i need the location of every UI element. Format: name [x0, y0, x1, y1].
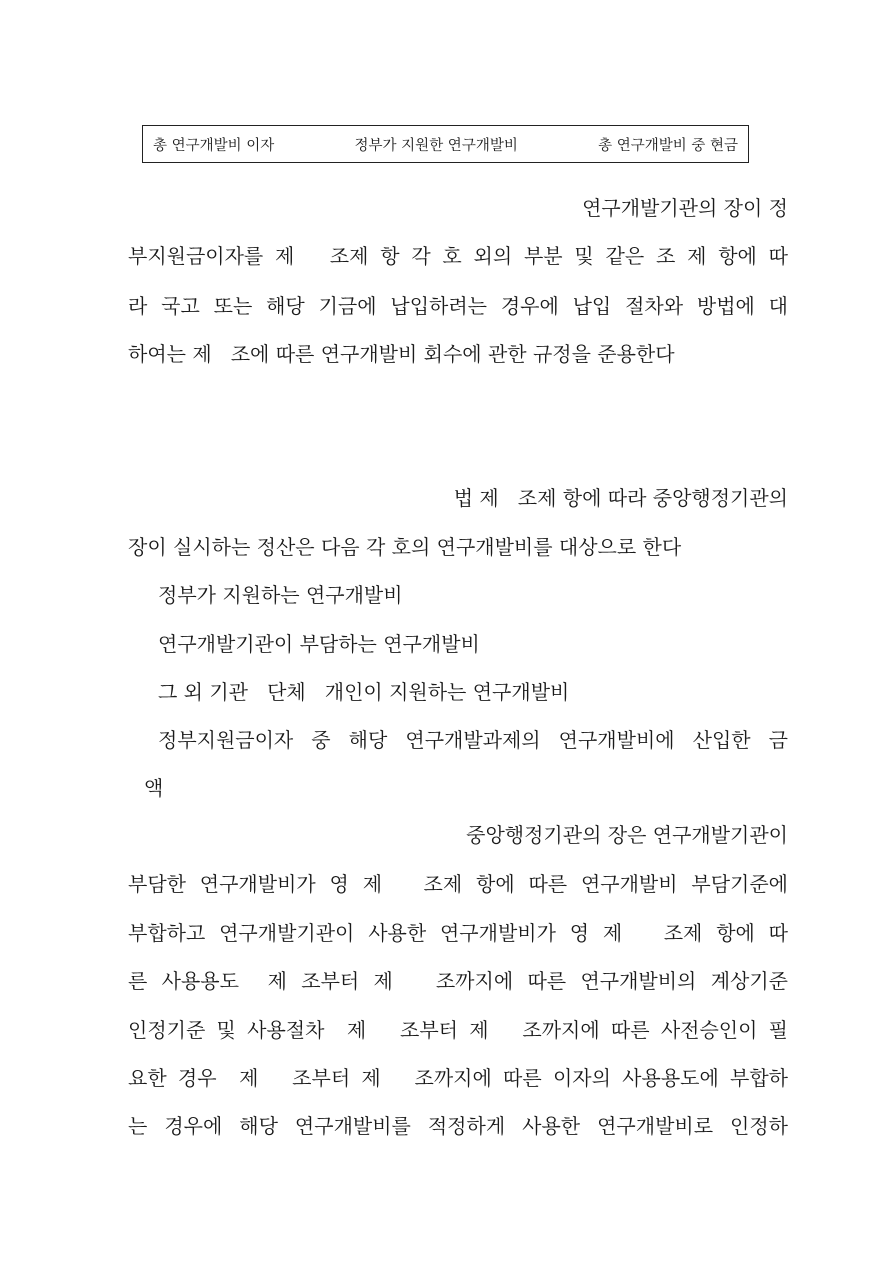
text-line: 른 사용용도 제 조부터 제 조까지에 따른 연구개발비의 계상기준 — [128, 969, 788, 993]
text-line: 부지원금이자를 제 조제 항 각 호 외의 부분 및 같은 조 제 항에 따 — [128, 244, 788, 268]
text-line: 는 경우에 해당 연구개발비를 적정하게 사용한 연구개발비로 인정하 — [128, 1114, 788, 1138]
formula-term-total-interest: 총 연구개발비 이자 — [153, 137, 275, 154]
list-item: 연구개발기관이 부담하는 연구개발비 — [158, 632, 480, 656]
text-line: 연구개발기관의 장이 정 — [582, 196, 788, 220]
text-line: 요한 경우 제 조부터 제 조까지에 따른 이자의 사용용도에 부합하 — [128, 1066, 788, 1090]
text-line: 법 제 조제 항에 따라 중앙행정기관의 — [453, 486, 788, 510]
text-line: 중앙행정기관의 장은 연구개발기관이 — [466, 823, 788, 847]
text-line: 하여는 제 조에 따른 연구개발비 회수에 관한 규정을 준용한다 — [128, 342, 675, 366]
list-item: 그 외 기관 단체 개인이 지원하는 연구개발비 — [158, 680, 570, 704]
text-line: 부합하고 연구개발기관이 사용한 연구개발비가 영 제 조제 항에 따 — [128, 921, 788, 945]
list-item: 정부지원금이자 중 해당 연구개발과제의 연구개발비에 산입한 금 — [158, 728, 788, 752]
text-line: 라 국고 또는 해당 기금에 납입하려는 경우에 납입 절차와 방법에 대 — [128, 294, 788, 318]
text-line: 장이 실시하는 정산은 다음 각 호의 연구개발비를 대상으로 한다 — [128, 535, 682, 559]
text-line: 부담한 연구개발비가 영 제 조제 항에 따른 연구개발비 부담기준에 — [128, 872, 788, 896]
interest-formula-box — [142, 125, 749, 163]
formula-term-government-funding: 정부가 지원한 연구개발비 — [354, 137, 518, 154]
text-line: 인정기준 및 사용절차 제 조부터 제 조까지에 따른 사전승인이 필 — [128, 1018, 788, 1042]
formula-term-cash-portion: 총 연구개발비 중 현금 — [598, 137, 738, 154]
list-item: 정부가 지원하는 연구개발비 — [158, 583, 403, 607]
list-item-continuation: 액 — [144, 776, 164, 800]
